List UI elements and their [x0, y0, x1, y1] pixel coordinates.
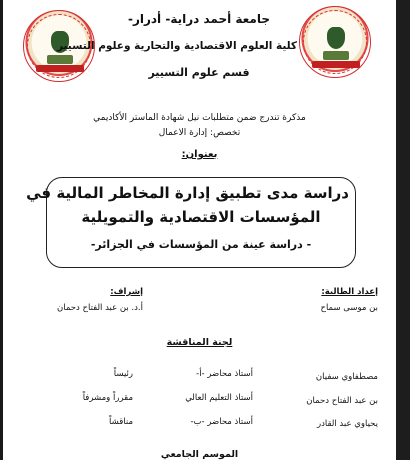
committee-member-rank: أستاذ محاضر -أ-: [196, 369, 253, 379]
committee-member-role: مناقشاً: [109, 417, 133, 427]
document-page: [3, 0, 396, 460]
title-label: بعنوان:: [181, 149, 218, 160]
committee-member-name: يحياوي عبد القادر: [317, 419, 378, 429]
committee-member-name: مصطفاوي سفيان: [315, 372, 378, 382]
book-emblem: [47, 55, 73, 64]
department-name: قسم علوم التسيير: [148, 66, 250, 79]
thesis-title-line-2: المؤسسات الاقتصادية والتمويلية: [81, 208, 321, 226]
committee-member-rank: أستاذ التعليم العالي: [185, 393, 253, 403]
university-name: جامعة أحمد دراية- أدرار-: [127, 12, 271, 26]
seal-banner: [36, 65, 84, 72]
student-label: إعداد الطالبة:: [321, 287, 378, 297]
committee-member-name: بن عبد الفتاح دحمان: [306, 396, 378, 406]
committee-heading: لجنة المناقشة: [166, 337, 233, 348]
thesis-subtitle: - دراسة عينة من المؤسسات في الجزائر-: [90, 238, 312, 251]
student-name: بن موسى سماح: [320, 303, 378, 313]
seal-banner: [312, 61, 360, 68]
academic-year-label: الموسم الجامعي: [160, 449, 239, 460]
supervisor-name: أ.د. بن عبد الفتاح دحمان: [57, 303, 143, 313]
supervisor-label: إشراف:: [110, 287, 143, 297]
book-emblem: [323, 51, 349, 60]
memo-specialty: تخصص: إدارة الاعمال: [158, 128, 241, 138]
africa-map-emblem: [327, 27, 345, 49]
university-seal-right: [299, 6, 371, 78]
committee-member-role: رئيساً: [113, 369, 133, 379]
thesis-title-box: [26, 177, 356, 268]
faculty-name: كلية العلوم الاقتصادية والتجارية وعلوم التسيير: [56, 40, 297, 52]
memo-description: مذكرة تندرج ضمن متطلبات نيل شهادة الماستر الأكاديمي: [93, 113, 306, 123]
viewer-background-edge: [396, 0, 410, 460]
committee-member-rank: أستاذ محاضر -ب-: [190, 417, 253, 427]
committee-member-role: مقرراً ومشرفاً: [82, 393, 133, 403]
thesis-title-line-1: دراسة مدى تطبيق إدارة المخاطر المالية في: [26, 184, 349, 202]
